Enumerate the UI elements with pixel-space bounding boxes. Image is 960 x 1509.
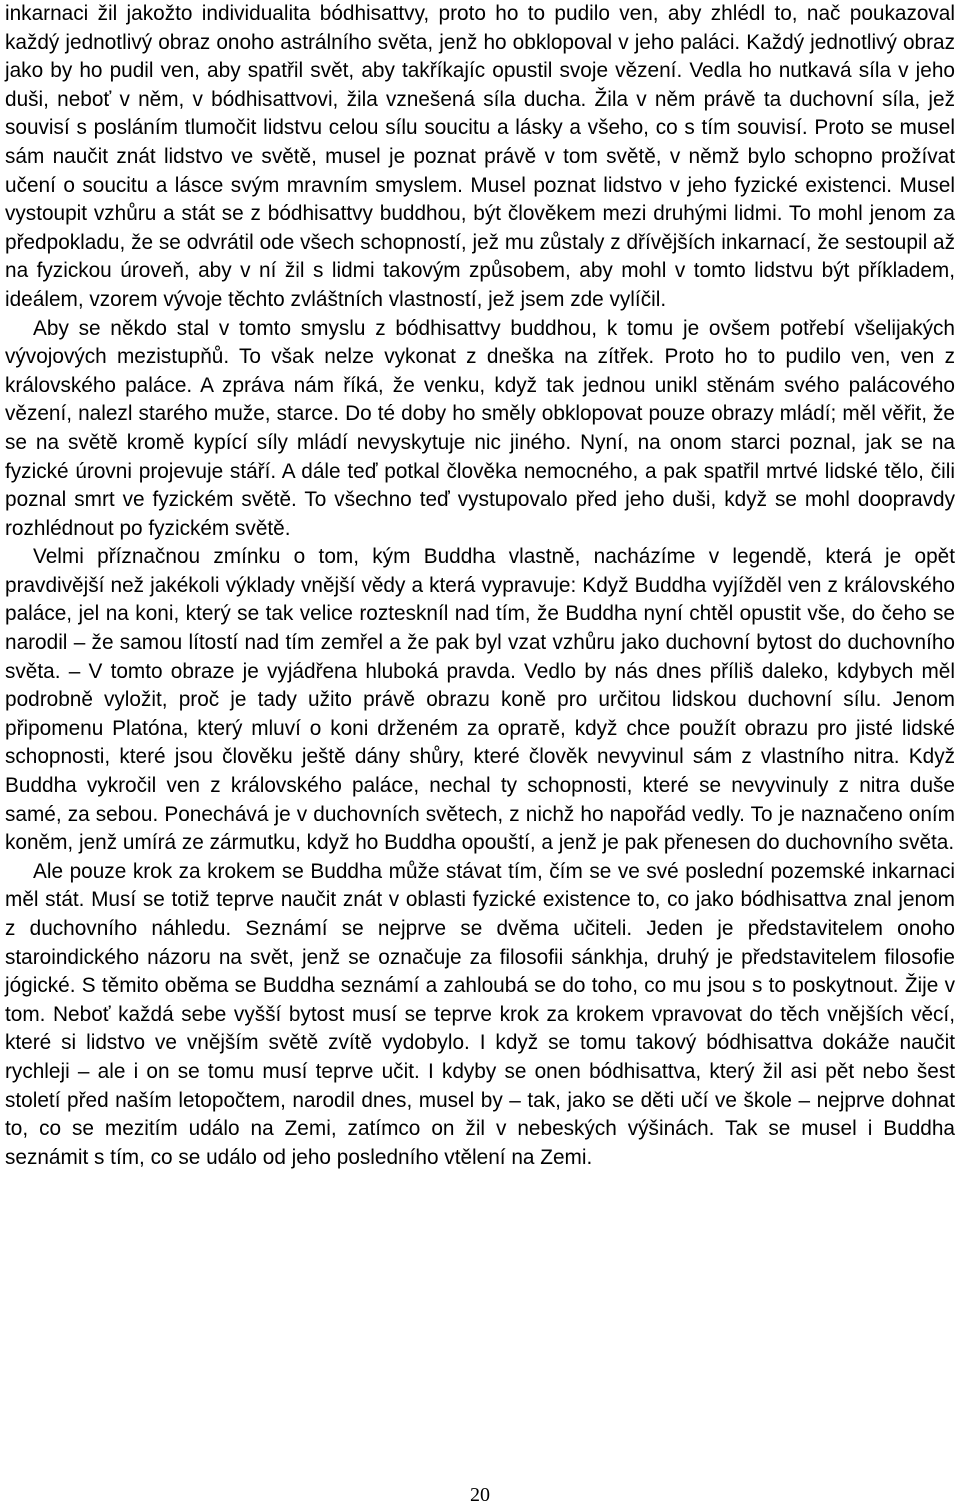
paragraph-2: Aby se někdo stal v tomto smyslu z bódhisattvy buddhou, k tomu je ovšem potřebí všelijakých vývojových mezistupňů. To však nelze vykonat z dneška na zítřek. Proto ho to pudilo ven, ven z královského paláce. A zpráva nám říká, že venku, když tak jednou unikl stěnám svého palácového vězení, nalezl starého muže, starce. Do té doby ho směly obklopovat pouze obrazy mládí; měl věřit, že se na světě kromě kypící síly mládí nevyskytuje nic jiného. Nyní, na onom starci poznal, jak se na fyzické úrovni projevuje stáří. A dále teď potkal člověka nemocného, a pak spatřil mrtvé lidské tělo, čili poznal smrt ve fyzickém světě. To všechno teď vystupovalo před jeho duši, když se mohl doopravdy rozhlédnout po fyzickém světě.: [5, 316, 955, 540]
paragraph-3: Velmi příznačnou zmínku o tom, kým Buddha vlastně, nacházíme v legendě, která je opět pravdivější než jakékoli výklady vnější vědy a která vypravuje: Když Buddha vyjížděl ven z královského paláce, jel na koni, který se tak velice rozteskníl nad tím, že Buddha nyní chtěl opustit vše, do čeho se narodil – že samou lítostí nad tím zemřel a že pak byl vzat vzhůru jako duchovní bytost do duchovního světa. – V tomto obraze je vyjádřena hluboká pravda. Vedlo by nás dnes příliš daleko, kdybych měl podrobně vyložit, proč je tady užito právě obrazu koně pro určitou lidskou duchovní sílu. Jenom připomenu Platóna, který mluví o koni drženém za oprатě, když chce použít obrazu pro jisté lidské schopnosti, které jsou člověku ještě dány shůry, které člověk nevyvinul sám z vlastního nitra. Když Buddha vykročil ven z královského paláce, nechal ty schopnosti, které se nevyvinuly z nitra duše samé, za sebou. Ponechává je v duchovních světech, z nichž ho napořád vedly. To je naznačeno oním koněm, jenž umírá ze zármutku, když ho Buddha opouští, a jenž je pak přenesen do duchovního světa.: [5, 545, 955, 855]
document-page: [5, 0, 955, 1509]
paragraph-4: Ale pouze krok za krokem se Buddha může stávat tím, čím se ve své poslední pozemské inkarnaci měl stát. Musí se totiž teprve naučit znát v oblasti fyzické existence to, co jako bódhisattva znal jenom z duchovního náhledu. Seznámí se nejprve se dvěma učiteli. Jeden je představitelem onoho staroindického názoru na svět, jenž se označuje za filosofii sánkhja, druhý je představitelem filosofie jógické. S těmito oběma se Buddha seznámí a zahloubá se do toho, co mu jsou s to poskytnout. Žije v tom. Neboť každá sebe vyšší bytost musí se teprve krok za krokem vpravovat do těch vnějších věcí, které si lidstvo ve vnějším světě zvítě vydobylo. I když se tomu takový bódhisattva dokáže naučit rychleji – ale i on se tomu musí teprve učit. I kdyby se onen bódhisattva, který žil asi pět nebo šest století před naším letopočtem, narodil dnes, musel by – tak, jako se děti učí ve škole – nejprve dohnat to, co se mezitím událo na Zemi, zatímco on žil v nebeských výšinách. Tak se musel i Buddha seznámit s tím, co se událo od jeho posledního vtělení na Zemi.: [5, 859, 955, 1169]
page-number: 20: [470, 1484, 490, 1506]
paragraph-1: inkarnaci žil jakožto individualita bódhisattvy, proto ho to pudilo ven, aby zhlédl to, nač poukazoval každý jednotlivý obraz onoho astrálního světa, jenž ho obklopoval v jeho paláci. Každý jednotlivý obraz jako by ho pudil ven, aby spatřil svět, aby takříkajíc opustil svoje vězení. Vedla ho nutkavá síla v jeho duši, neboť v něm, v bódhisattvovi, žila vznešená síla ducha. Žila v něm právě ta duchovní síla, jež souvisí s posláním tlumočit lidstvu celou sílu soucitu a lásky a všeho, co s tím souvisí. Proto se musel sám naučit znát lidstvo ve světě, musel je poznat právě v tom světě, v němž bylo schopno prožívat učení o soucitu a lásce svým mravním smyslem. Musel poznat lidstvo v jeho fyzické existenci. Musel vystoupit vzhůru a stát se z bódhisattvy buddhou, být člověkem mezi druhými lidmi. To mohl jenom za předpokladu, že se odvrátil ode všech schopností, jež mu zůstaly z dřívějších inkarnací, že sestoupil až na fyzickou úroveň, aby v ní žil s lidmi takovým způsobem, aby mohl v tomto lidstvu být příkladem, ideálem, vzorem vývoje těchto zvláštních vlastností, jež jsem zde vylíčil.: [5, 2, 955, 311]
